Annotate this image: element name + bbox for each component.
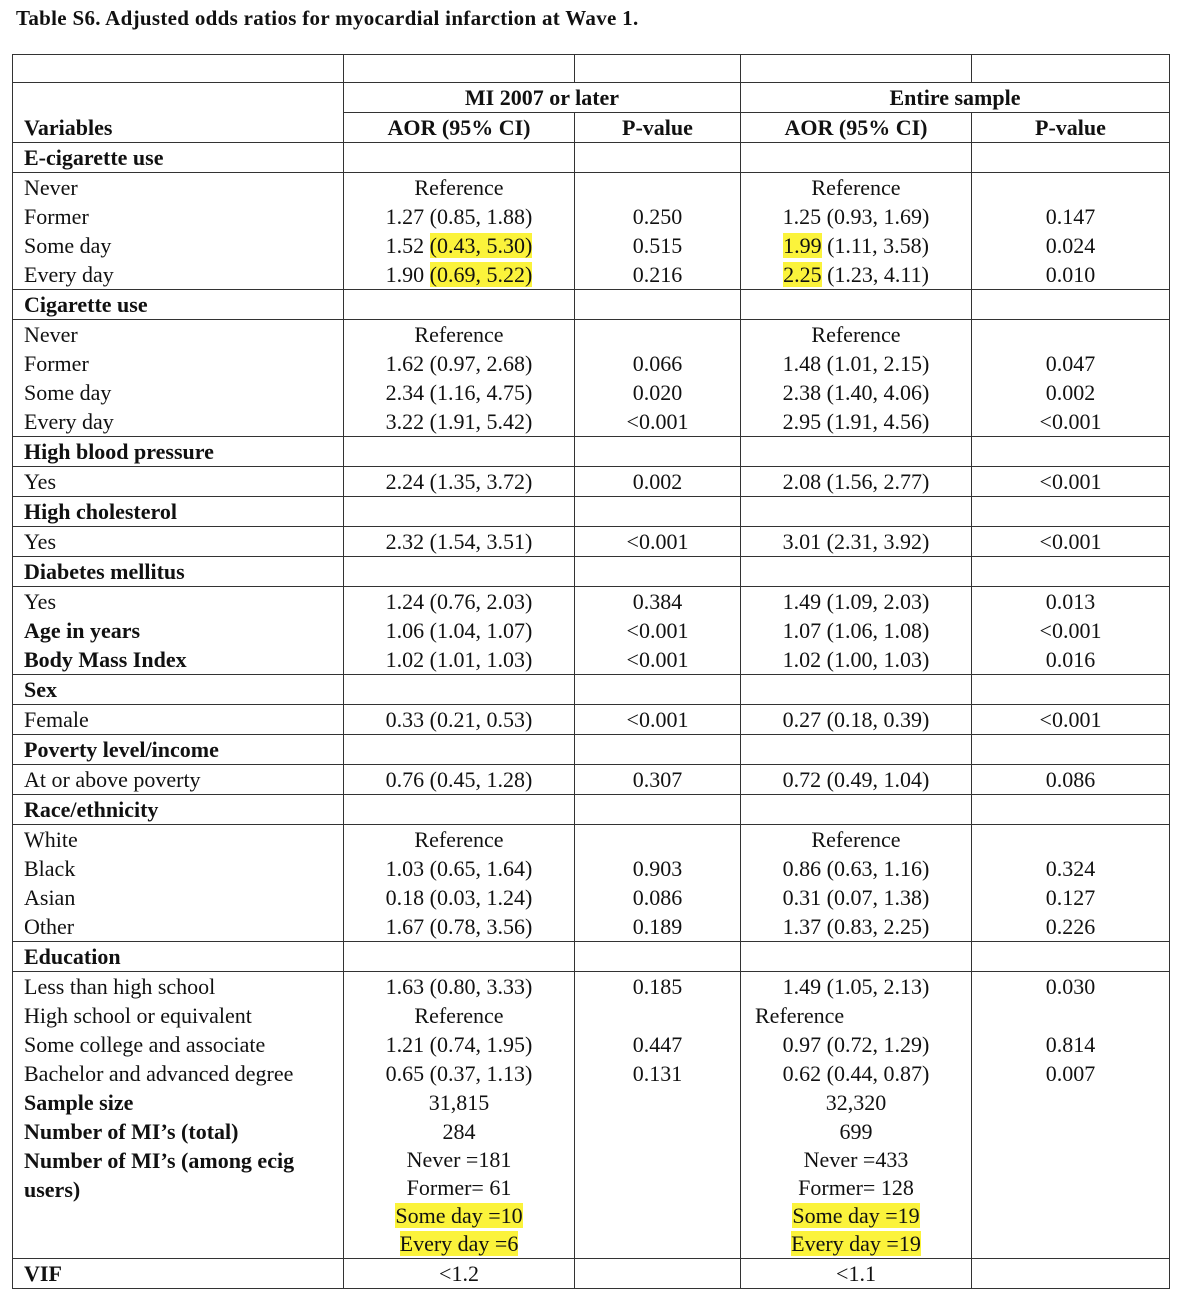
mi-everyday-a: Every day =6 xyxy=(399,1231,519,1256)
table-row xyxy=(13,972,1170,1002)
table-row xyxy=(13,912,1170,942)
section-label: Poverty level/income xyxy=(13,735,344,765)
table-row xyxy=(13,587,1170,617)
pvalue-header-b: P-value xyxy=(972,113,1170,143)
p-b: <0.001 xyxy=(972,467,1170,497)
p-a: <0.001 xyxy=(575,645,741,675)
row-label-bmi: Body Mass Index xyxy=(13,645,344,675)
blank-top-row xyxy=(13,55,1170,83)
aor-b: 3.01 (2.31, 3.92) xyxy=(741,527,972,557)
table-row xyxy=(13,320,1170,350)
mi-everyday-b: Every day =19 xyxy=(791,1231,921,1256)
aor-a: 1.67 (0.78, 3.56) xyxy=(344,912,575,942)
row-label: Some college and associate xyxy=(13,1030,344,1059)
table-row xyxy=(13,1030,1170,1059)
aor-b: 1.37 (0.83, 2.25) xyxy=(741,912,972,942)
group-header-mi2007: MI 2007 or later xyxy=(344,83,741,113)
p-a xyxy=(575,173,741,203)
group-header-entire: Entire sample xyxy=(741,83,1170,113)
p-a: <0.001 xyxy=(575,407,741,437)
table-row xyxy=(13,1059,1170,1088)
aor-a: 3.22 (1.91, 5.42) xyxy=(344,407,575,437)
aor-a: 1.21 (0.74, 1.95) xyxy=(344,1030,575,1059)
p-b: 0.324 xyxy=(972,854,1170,883)
table-row xyxy=(13,231,1170,260)
section-row xyxy=(13,942,1170,972)
aor-a: Reference xyxy=(344,825,575,855)
table-row xyxy=(13,1146,1170,1259)
table-row xyxy=(13,527,1170,557)
table-row xyxy=(13,705,1170,735)
p-b: 0.013 xyxy=(972,587,1170,617)
table-row xyxy=(13,765,1170,795)
p-b: 0.814 xyxy=(972,1030,1170,1059)
mi-someday-a: Some day =10 xyxy=(395,1203,523,1228)
aor-value: 1.90 xyxy=(385,262,430,287)
aor-b: Reference xyxy=(741,320,972,350)
table-row xyxy=(13,1259,1170,1289)
row-label: Never xyxy=(13,173,344,203)
p-a xyxy=(575,320,741,350)
aor-b: 0.86 (0.63, 1.16) xyxy=(741,854,972,883)
aor-b: 0.31 (0.07, 1.38) xyxy=(741,883,972,912)
p-a: 0.307 xyxy=(575,765,741,795)
aor-a: Reference xyxy=(344,1001,575,1030)
aor-a: 1.06 (1.04, 1.07) xyxy=(344,616,575,645)
p-b xyxy=(972,825,1170,855)
aor-a xyxy=(344,260,575,290)
row-label: Other xyxy=(13,912,344,942)
mi-former-b: Former= 128 xyxy=(798,1175,914,1200)
p-a: 0.384 xyxy=(575,587,741,617)
aor-b: 0.97 (0.72, 1.29) xyxy=(741,1030,972,1059)
aor-a: 2.24 (1.35, 3.72) xyxy=(344,467,575,497)
row-label: Some day xyxy=(13,231,344,260)
table-row xyxy=(13,349,1170,378)
section-row xyxy=(13,795,1170,825)
p-b: 0.002 xyxy=(972,378,1170,407)
section-row xyxy=(13,557,1170,587)
row-label-mi-ecig: Number of MI’s (among ecig users) xyxy=(13,1146,344,1259)
mi-total-b: 699 xyxy=(741,1117,972,1146)
aor-a: 2.32 (1.54, 3.51) xyxy=(344,527,575,557)
row-label: Female xyxy=(13,705,344,735)
table-row xyxy=(13,854,1170,883)
p-a xyxy=(575,825,741,855)
section-label: Diabetes mellitus xyxy=(13,557,344,587)
p-a: <0.001 xyxy=(575,527,741,557)
section-row xyxy=(13,143,1170,173)
table-row xyxy=(13,378,1170,407)
aor-b: 2.08 (1.56, 2.77) xyxy=(741,467,972,497)
p-a: 0.903 xyxy=(575,854,741,883)
row-label: Former xyxy=(13,349,344,378)
section-label: High cholesterol xyxy=(13,497,344,527)
odds-ratio-table xyxy=(12,54,1170,1289)
aor-b: 1.25 (0.93, 1.69) xyxy=(741,202,972,231)
aor-b xyxy=(741,231,972,260)
row-label-vif: VIF xyxy=(13,1259,344,1289)
section-row xyxy=(13,675,1170,705)
aor-b: 1.49 (1.09, 2.03) xyxy=(741,587,972,617)
table-row xyxy=(13,173,1170,203)
table-row xyxy=(13,616,1170,645)
mi-total-a: 284 xyxy=(344,1117,575,1146)
row-label: Bachelor and advanced degree xyxy=(13,1059,344,1088)
section-row xyxy=(13,290,1170,320)
aor-a: 0.76 (0.45, 1.28) xyxy=(344,765,575,795)
p-a: 0.066 xyxy=(575,349,741,378)
row-label: White xyxy=(13,825,344,855)
aor-a: 1.27 (0.85, 1.88) xyxy=(344,202,575,231)
p-a: 0.216 xyxy=(575,260,741,290)
row-label: Never xyxy=(13,320,344,350)
vif-a: <1.2 xyxy=(344,1259,575,1289)
p-b: 0.010 xyxy=(972,260,1170,290)
row-label: Yes xyxy=(13,527,344,557)
section-label: Race/ethnicity xyxy=(13,795,344,825)
mi-someday-b: Some day =19 xyxy=(792,1203,920,1228)
p-b: 0.147 xyxy=(972,202,1170,231)
p-b: 0.007 xyxy=(972,1059,1170,1088)
p-a: 0.250 xyxy=(575,202,741,231)
p-a: 0.515 xyxy=(575,231,741,260)
sample-b: 32,320 xyxy=(741,1088,972,1117)
p-a: 0.185 xyxy=(575,972,741,1002)
highlighted-aor: 1.99 xyxy=(783,233,822,258)
row-label: Some day xyxy=(13,378,344,407)
row-label-sample-size: Sample size xyxy=(13,1088,344,1117)
aor-b: 1.02 (1.00, 1.03) xyxy=(741,645,972,675)
row-label-mi-total: Number of MI’s (total) xyxy=(13,1117,344,1146)
mi-never-b: Never =433 xyxy=(803,1147,909,1172)
p-b: <0.001 xyxy=(972,616,1170,645)
aor-a: 1.63 (0.80, 3.33) xyxy=(344,972,575,1002)
aor-b: 2.38 (1.40, 4.06) xyxy=(741,378,972,407)
ci-value: (1.23, 4.11) xyxy=(821,262,929,287)
highlighted-ci: (0.43, 5.30) xyxy=(429,233,533,258)
aor-value: 1.52 xyxy=(385,233,430,258)
aor-a: Reference xyxy=(344,173,575,203)
aor-a: 1.03 (0.65, 1.64) xyxy=(344,854,575,883)
table-row xyxy=(13,883,1170,912)
aor-header-b: AOR (95% CI) xyxy=(741,113,972,143)
section-label: Sex xyxy=(13,675,344,705)
group-header-row xyxy=(13,83,1170,113)
row-label: High school or equivalent xyxy=(13,1001,344,1030)
table-title: Table S6. Adjusted odds ratios for myocardial infarction at Wave 1. xyxy=(16,6,639,30)
row-label-age: Age in years xyxy=(13,616,344,645)
p-a: 0.086 xyxy=(575,883,741,912)
section-row xyxy=(13,735,1170,765)
mi-former-a: Former= 61 xyxy=(406,1175,512,1200)
aor-a: 0.65 (0.37, 1.13) xyxy=(344,1059,575,1088)
aor-b xyxy=(741,260,972,290)
section-label: Cigarette use xyxy=(13,290,344,320)
row-label: Every day xyxy=(13,260,344,290)
p-a: 0.131 xyxy=(575,1059,741,1088)
aor-b: 0.72 (0.49, 1.04) xyxy=(741,765,972,795)
aor-a: 2.34 (1.16, 4.75) xyxy=(344,378,575,407)
p-a: <0.001 xyxy=(575,616,741,645)
table-row xyxy=(13,467,1170,497)
row-label: Yes xyxy=(13,587,344,617)
p-a: 0.447 xyxy=(575,1030,741,1059)
row-label: Yes xyxy=(13,467,344,497)
p-b: 0.024 xyxy=(972,231,1170,260)
p-b: 0.086 xyxy=(972,765,1170,795)
table-row xyxy=(13,1001,1170,1030)
mi-never-a: Never =181 xyxy=(406,1147,512,1172)
aor-b: 1.49 (1.05, 2.13) xyxy=(741,972,972,1002)
p-b: 0.030 xyxy=(972,972,1170,1002)
table-row xyxy=(13,1117,1170,1146)
aor-a: 0.33 (0.21, 0.53) xyxy=(344,705,575,735)
vif-b: <1.1 xyxy=(741,1259,972,1289)
row-label: Every day xyxy=(13,407,344,437)
p-b xyxy=(972,173,1170,203)
p-a xyxy=(575,1001,741,1030)
table-row xyxy=(13,645,1170,675)
p-b: 0.226 xyxy=(972,912,1170,942)
row-label: Former xyxy=(13,202,344,231)
p-b: <0.001 xyxy=(972,407,1170,437)
section-label: Education xyxy=(13,942,344,972)
p-a: <0.001 xyxy=(575,705,741,735)
aor-a: 0.18 (0.03, 1.24) xyxy=(344,883,575,912)
section-row xyxy=(13,437,1170,467)
highlighted-aor: 2.25 xyxy=(783,262,822,287)
aor-a: 1.24 (0.76, 2.03) xyxy=(344,587,575,617)
aor-b: 0.62 (0.44, 0.87) xyxy=(741,1059,972,1088)
table-row xyxy=(13,825,1170,855)
p-b: 0.127 xyxy=(972,883,1170,912)
p-b: <0.001 xyxy=(972,705,1170,735)
aor-b: 1.48 (1.01, 2.15) xyxy=(741,349,972,378)
p-b xyxy=(972,320,1170,350)
aor-b: 2.95 (1.91, 4.56) xyxy=(741,407,972,437)
aor-header-a: AOR (95% CI) xyxy=(344,113,575,143)
mi-ecig-a xyxy=(344,1146,575,1259)
aor-b: Reference xyxy=(741,825,972,855)
section-row xyxy=(13,497,1170,527)
highlighted-ci: (0.69, 5.22) xyxy=(429,262,533,287)
section-label: E-cigarette use xyxy=(13,143,344,173)
ci-value: (1.11, 3.58) xyxy=(821,233,929,258)
p-b: 0.047 xyxy=(972,349,1170,378)
p-b: 0.016 xyxy=(972,645,1170,675)
p-b xyxy=(972,1001,1170,1030)
p-a: 0.189 xyxy=(575,912,741,942)
pvalue-header-a: P-value xyxy=(575,113,741,143)
variables-header: Variables xyxy=(13,113,344,143)
aor-b: 0.27 (0.18, 0.39) xyxy=(741,705,972,735)
table-row xyxy=(13,1088,1170,1117)
mi-ecig-b xyxy=(741,1146,972,1259)
section-label: High blood pressure xyxy=(13,437,344,467)
aor-a xyxy=(344,231,575,260)
sample-a: 31,815 xyxy=(344,1088,575,1117)
table-row xyxy=(13,407,1170,437)
row-label: Asian xyxy=(13,883,344,912)
aor-a: 1.62 (0.97, 2.68) xyxy=(344,349,575,378)
row-label: At or above poverty xyxy=(13,765,344,795)
row-label: Less than high school xyxy=(13,972,344,1002)
p-b: <0.001 xyxy=(972,527,1170,557)
p-a: 0.002 xyxy=(575,467,741,497)
table-row xyxy=(13,202,1170,231)
aor-a: Reference xyxy=(344,320,575,350)
aor-b: Reference xyxy=(741,173,972,203)
row-label: Black xyxy=(13,854,344,883)
aor-b: 1.07 (1.06, 1.08) xyxy=(741,616,972,645)
aor-a: 1.02 (1.01, 1.03) xyxy=(344,645,575,675)
aor-b: Reference xyxy=(741,1001,972,1030)
table-row xyxy=(13,260,1170,290)
column-header-row xyxy=(13,113,1170,143)
p-a: 0.020 xyxy=(575,378,741,407)
